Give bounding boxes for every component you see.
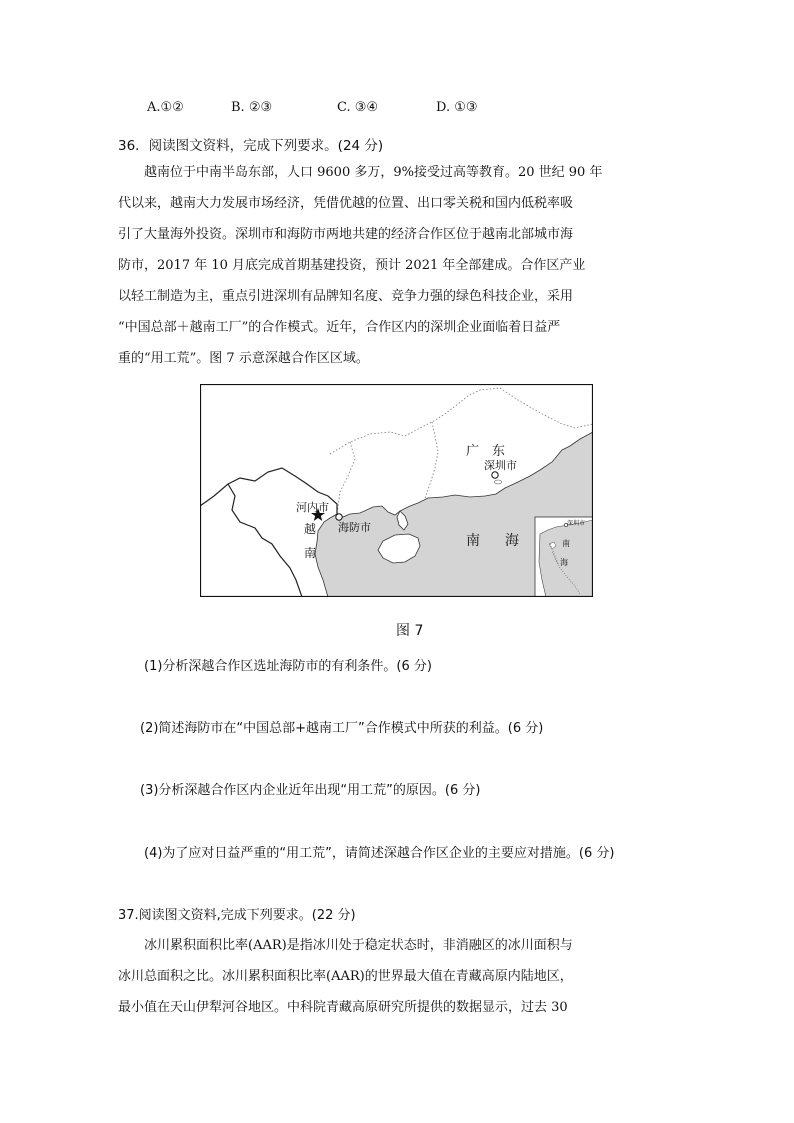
shenzhen-marker	[492, 472, 498, 478]
passage-line: 重的“用工荒”。图 7 示意深越合作区区域。	[118, 351, 369, 366]
figure-7-map	[200, 384, 593, 597]
label-sea-1: 南	[466, 533, 480, 549]
question-37-heading: 37.阅读图文资料,完成下列要求。(22 分)	[118, 908, 356, 923]
label-guangdong-1: 广	[466, 444, 480, 459]
option-d: D. ①③	[436, 100, 478, 115]
passage-line: 以轻工制造为主，重点引进深圳有品牌知名度、竞争力强的绿色科技企业，采用	[118, 289, 574, 304]
passage-line: 引了大量海外投资。深圳市和海防市两地共建的经济合作区位于越南北部城市海	[118, 227, 574, 242]
label-shenzhen: 深圳市	[484, 459, 517, 472]
passage-line: “中国总部＋越南工厂”的合作模式。近年，合作区内的深圳企业面临着日益严	[118, 320, 561, 335]
label-vietnam-2: 南	[304, 546, 317, 560]
subquestion-3: (3)分析深越合作区内企业近年出现“用工荒”的原因。(6 分)	[140, 783, 481, 798]
passage-line: 冰川总面积之比。冰川累积面积比率(AAR)的世界最大值在青藏高原内陆地区，	[118, 969, 573, 984]
passage-line: 防市，2017 年 10 月底完成首期基建投资，预计 2021 年全部建成。合作区产业	[118, 258, 586, 273]
passage-line: 冰川累积面积比率(AAR)是指冰川处于稳定状态时，非消融区的冰川面积与	[144, 938, 573, 953]
label-sea-2: 海	[505, 533, 519, 549]
question-37-passage	[118, 930, 658, 1023]
subquestion-1: (1)分析深越合作区选址海防市的有利条件。(6 分)	[144, 659, 432, 674]
inset-label-hai: 海	[560, 558, 568, 567]
figure-caption: 图 7	[396, 623, 424, 639]
label-vietnam-1: 越	[304, 522, 317, 536]
option-c: C. ③④	[337, 100, 379, 115]
passage-line: 代以来，越南大力发展市场经济，凭借优越的位置、出口零关税和国内低税率吸	[118, 196, 574, 211]
inset-label-shenzhen: 深圳市	[567, 520, 586, 527]
label-guangdong-2: 东	[492, 444, 506, 459]
subquestion-4: (4)为了应对日益严重的“用工荒”，请简述深越合作区企业的主要应对措施。(6 分)	[144, 846, 615, 861]
passage-line: 越南位于中南半岛东部，人口 9600 多万，9%接受过高等教育。20 世纪 90 年	[144, 165, 603, 180]
option-b: B. ②③	[231, 100, 273, 115]
haiphong-marker	[336, 514, 342, 520]
label-haiphong: 海防市	[338, 521, 371, 534]
question-36-heading: 36．阅读图文资料，完成下列要求。(24 分)	[118, 138, 384, 154]
inset-map	[535, 517, 593, 597]
option-a: A.①②	[147, 100, 184, 115]
subquestion-2: (2)简述海防市在“中国总部+越南工厂”合作模式中所获的利益。(6 分)	[140, 721, 544, 736]
passage-line: 最小值在天山伊犁河谷地区。中科院青藏高原研究所提供的数据显示，过去 30	[118, 1000, 568, 1015]
label-hanoi: 河内市	[296, 501, 329, 514]
inset-label-nan: 南	[562, 539, 570, 548]
question-36-passage	[118, 157, 678, 374]
